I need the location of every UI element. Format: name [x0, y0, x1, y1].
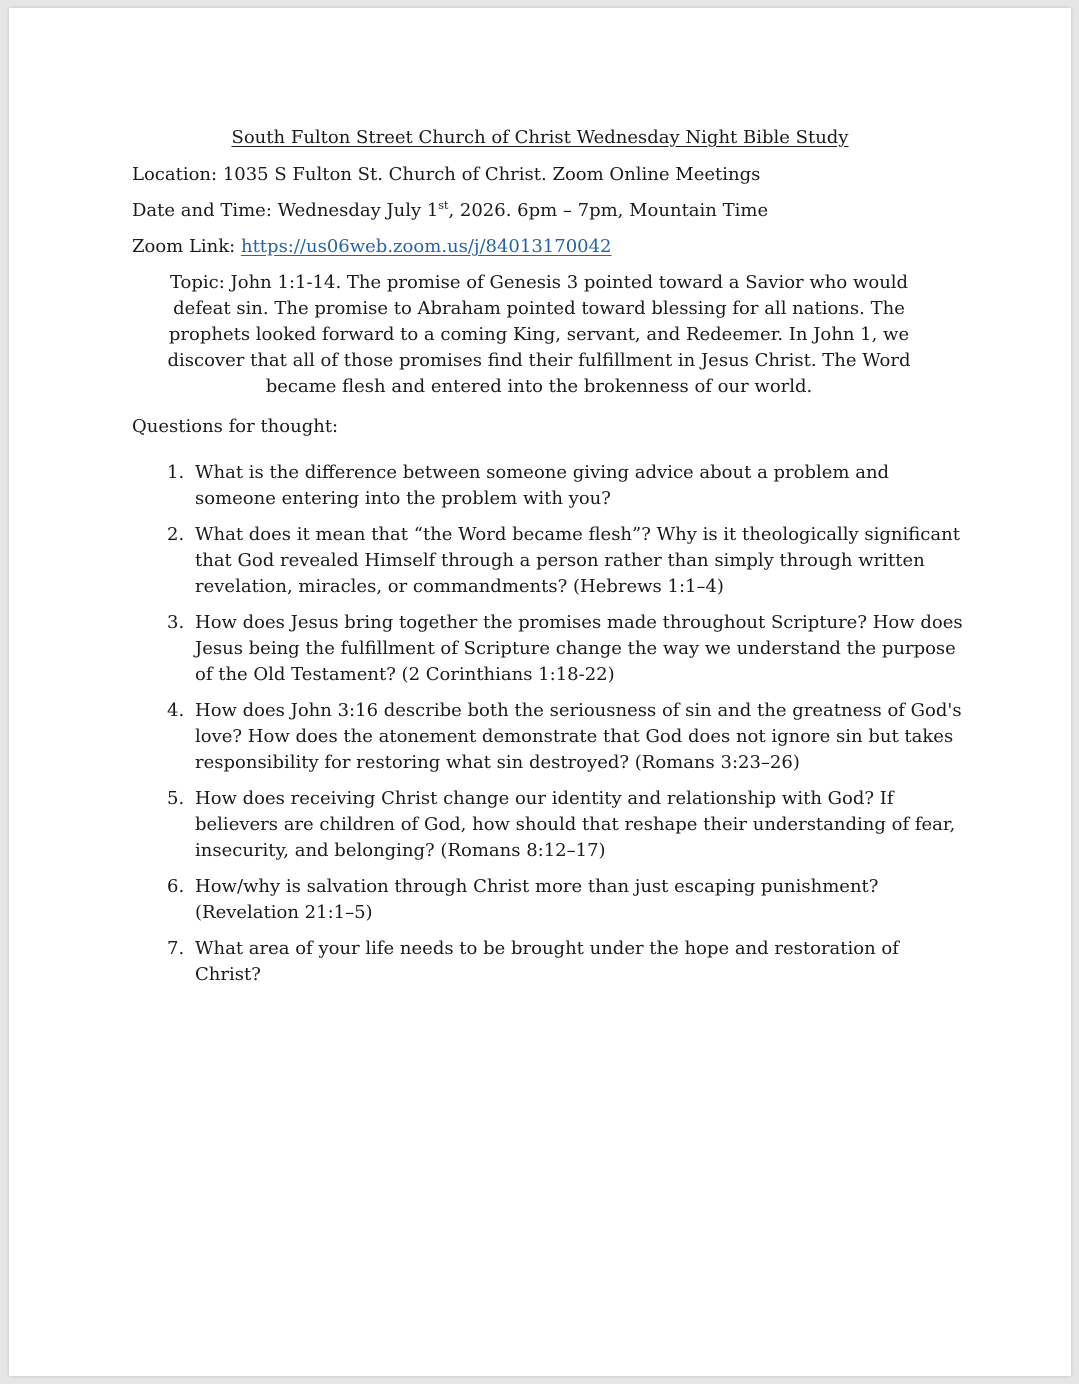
question-number: 6.: [167, 876, 185, 897]
list-item: [149, 522, 969, 600]
datetime-label: Date and Time:: [132, 200, 272, 221]
document-page: [9, 8, 1071, 1376]
question-text: How does receiving Christ change our identity and relationship with God? If believers are children of God, how should that reshape their understanding of fear, insecurity, and belonging? (Romans 8:12–17): [195, 788, 956, 861]
datetime-line: [132, 198, 952, 224]
list-item: [149, 460, 969, 512]
location-label: Location:: [132, 164, 218, 185]
question-text: What area of your life needs to be brought under the hope and restoration of Christ?: [195, 938, 899, 985]
datetime-rest: , 2026. 6pm – 7pm, Mountain Time: [448, 200, 769, 221]
question-number: 3.: [167, 612, 185, 633]
questions-list: [149, 460, 969, 998]
datetime-value: [278, 200, 768, 221]
list-item: [149, 786, 969, 864]
question-number: 5.: [167, 788, 185, 809]
zoom-label: Zoom Link:: [132, 236, 236, 257]
question-text: What does it mean that “the Word became flesh”? Why is it theologically significant that God revealed Himself through a person rather than simply through written revelation, miracles, or commandments? (Hebrews 1:1–4): [195, 524, 960, 597]
question-text: How does Jesus bring together the promises made throughout Scripture? How does Jesus being the fulfillment of Scripture change the way we understand the purpose of the Old Testament? (2 Corinthians 1:18-22): [195, 612, 963, 685]
question-number: 1.: [167, 462, 185, 483]
topic-paragraph: Topic: John 1:1-14. The promise of Genesis 3 pointed toward a Savior who would defeat sin. The promise to Abraham pointed toward blessing for all nations. The prophets looked forward to a coming King, servant, and Redeemer. In John 1, we discover that all of those promises find their fulfillment in Jesus Christ. The Word became flesh and entered into the brokenness of our world.: [167, 272, 911, 397]
question-number: 4.: [167, 700, 185, 721]
question-number: 2.: [167, 524, 185, 545]
location-value: 1035 S Fulton St. Church of Christ. Zoom Online Meetings: [222, 164, 761, 185]
question-number: 7.: [167, 938, 185, 959]
location-line: [132, 162, 952, 188]
question-text: What is the difference between someone giving advice about a problem and someone entering into the problem with you?: [195, 462, 890, 509]
zoom-link[interactable]: https://us06web.zoom.us/j/84013170042: [240, 236, 612, 257]
list-item: [149, 936, 969, 988]
question-text: How does John 3:16 describe both the seriousness of sin and the greatness of God's love? How does the atonement demonstrate that God does not ignore sin but takes responsibility for restoring what sin destroyed? (Romans 3:23–26): [195, 700, 962, 773]
questions-heading: Questions for thought:: [132, 416, 339, 437]
zoom-line: [132, 234, 952, 260]
datetime-ordinal: st: [438, 199, 449, 212]
list-item: [149, 874, 969, 926]
page-title: South Fulton Street Church of Christ Wednesday Night Bible Study: [231, 127, 849, 148]
list-item: [149, 698, 969, 776]
question-text: How/why is salvation through Christ more than just escaping punishment? (Revelation 21:1–5): [195, 876, 879, 923]
datetime-day: Wednesday July 1: [277, 200, 439, 221]
list-item: [149, 610, 969, 688]
